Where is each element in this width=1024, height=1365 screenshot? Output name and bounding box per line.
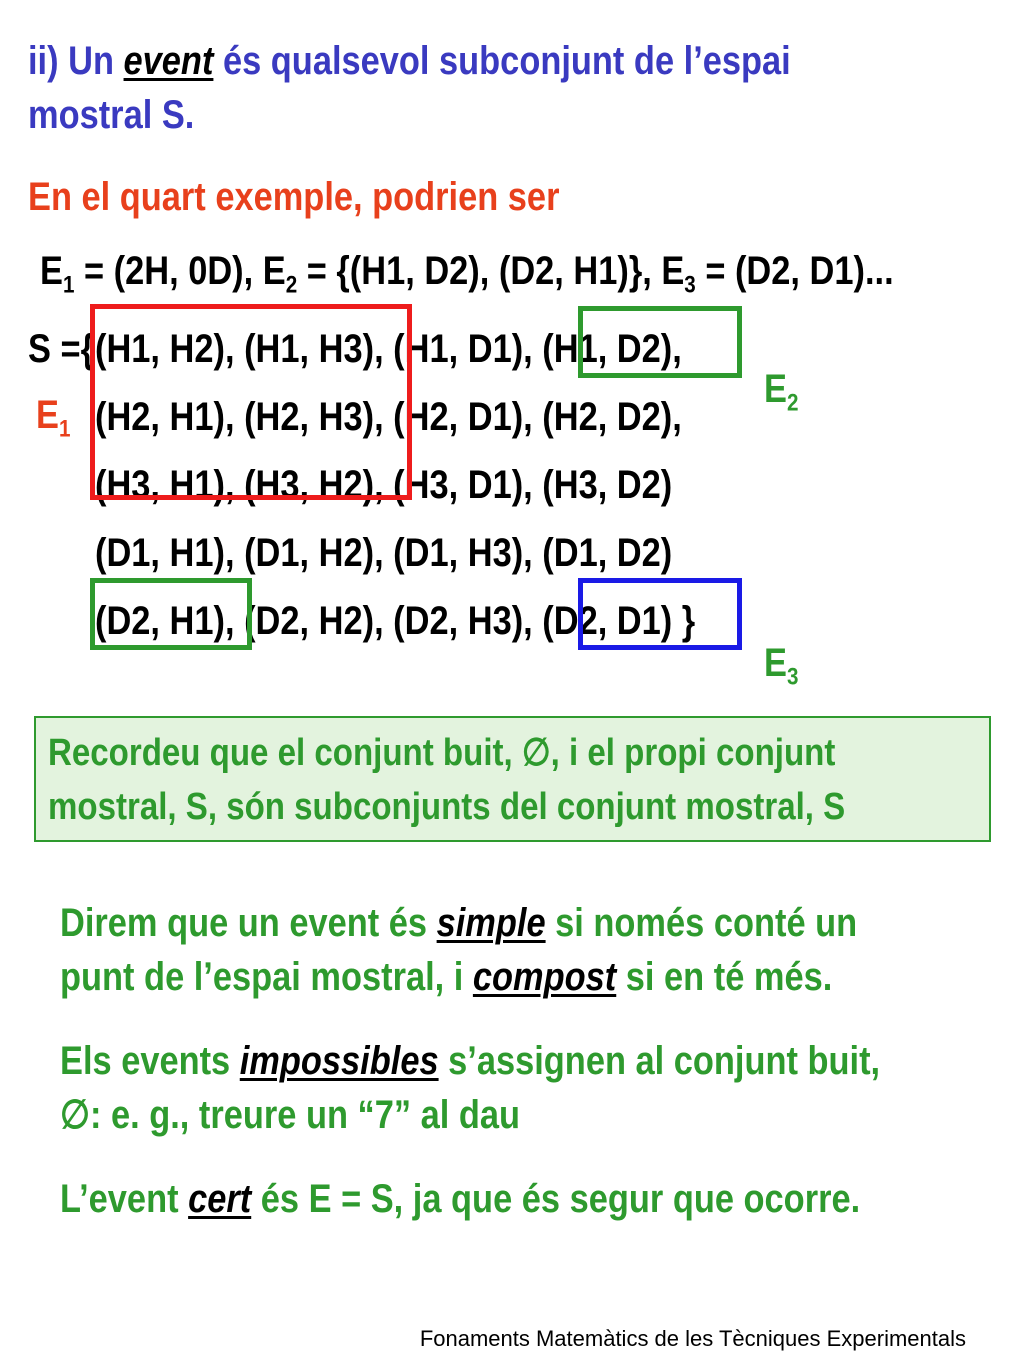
label-e3: $E_3$ [764,641,799,691]
heading-prefix: ii) Un [28,39,124,83]
event-e1: $E_1 = (2H$, 0D), [40,249,263,299]
term-impossibles: impossibles [239,1039,439,1083]
e2-highlight-box-top [578,306,742,378]
sample-space-row-1: (H1, H2), (H1, H3), (H1, D1), (H1, D2), [95,327,682,371]
footer-title: Fonaments Matemàtics de les Tècniques Experimentals [419,1326,966,1351]
sample-space-row-3: (H3, H1), (H3, H2), (H3, D1), (H3, D2) [95,463,673,507]
term-cert: cert [188,1177,252,1221]
sample-space-row-4: (D1, H1), (D1, H2), (D1, H3), (D1, D2) [95,531,673,575]
impossible-def-line-2: ∅: e. g., treure un “7” al dau [60,1093,521,1137]
impossible-def-line-1: Els events impossibles s’assignen al conjunt buit, [60,1039,881,1083]
heading-suffix: és qualsevol subconjunt de l’espai [213,39,791,83]
term-compost: compost [472,955,617,999]
reminder-line-1: Recordeu que el conjunt buit, ∅, i el propi conjunt [48,732,836,774]
example-intro: En el quart exemple, podrien ser [28,175,560,219]
heading-line-2: mostral S. [28,93,195,137]
event-e3: $E_3 = (D2$, D1)... [661,249,894,299]
label-e1: $E_1$ [36,393,71,443]
term-simple: simple [436,901,546,945]
event-e2: $E_2 = \{(H1$, D2), (D2, H1)}, [262,249,662,299]
event-definitions [40,244,894,298]
label-e2: $E_2$ [764,367,799,417]
sample-space-row-2: (H2, H1), (H2, H3), (H2, D1), (H2, D2), [95,395,682,439]
e3-highlight-box [578,578,742,650]
reminder-line-2: mostral, S, són subconjunts del conjunt mostral, S [48,786,846,828]
sample-space-prefix: S ={ [28,327,94,371]
sample-space-row-5: (D2, H1), (D2, H2), (D2, H3), (D2, D1) } [95,599,696,643]
certain-def-line: L’event cert és E = S, ja que és segur que ocorre. [60,1177,861,1221]
heading-line-1 [28,34,791,88]
e2-highlight-box-bottom [90,578,252,650]
e1-highlight-box [90,304,412,500]
simple-def-line-2: punt de l’espai mostral, i compost si en té més. [60,955,833,999]
heading-term-event: event [123,39,214,83]
simple-def-line-1: Direm que un event és simple si només conté un [60,901,858,945]
